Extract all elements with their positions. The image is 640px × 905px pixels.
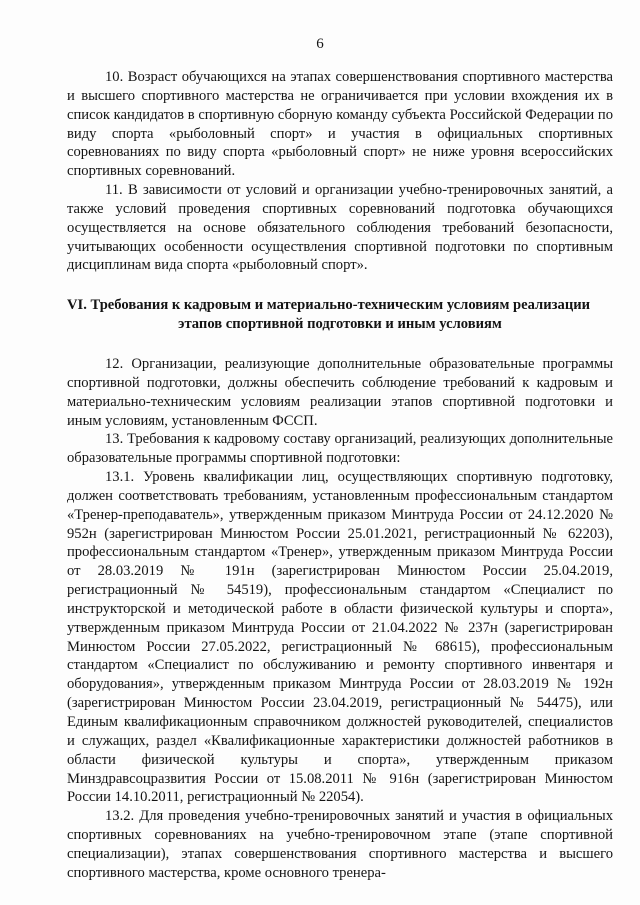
section-heading-line-1: VI. Требования к кадровым и материально-техническим условиям реализации [67,297,591,314]
paragraph-13-2: 13.2. Для проведения учебно-тренировочных занятий и участия в официальных спортивных соревнованиях на учебно-тренировочном этапе (этапе спортивной специализации), этапах совершенствования спортивного мастерства и высшего спортивного мастерства, кроме основного тренера- [67,808,613,881]
document-body [67,68,613,883]
section-heading-line-2: этапов спортивной подготовки и иным условиям [178,316,502,333]
section-heading [67,296,613,334]
paragraph-13: 13. Требования к кадровому составу организаций, реализующих дополнительные образовательные программы спортивной подготовки: [67,431,613,467]
page-number: 6 [316,36,324,52]
paragraph-11: 11. В зависимости от условий и организации учебно-тренировочных занятий, а также условий проведения спортивных соревнований подготовка обучающихся осуществляется на основе обязательного соблюдения требований безопасности, учитывающих особенности осуществления спортивной подготовки по спортивным дисциплинам вида спорта «рыболовный спорт». [67,182,613,274]
paragraph-12: 12. Организации, реализующие дополнительные образовательные программы спортивной подготовки, должны обеспечить соблюдение требований к кадровым и материально-техническим условиям реализации этапов спортивной подготовки и иным условиям, установленным ФССП. [67,355,613,429]
paragraph-10: 10. Возраст обучающихся на этапах совершенствования спортивного мастерства и высшего спортивного мастерства не ограничивается при условии вхождения их в список кандидатов в спортивную сборную команду субъекта Российской Федерации по виду спорта «рыболовный спорт» и участия в официальных спортивных соревнованиях по виду спорта «рыболовный спорт» не ниже уровня всероссийских спортивных соревнований. [67,69,613,180]
paragraph-13-1: 13.1. Уровень квалификации лиц, осуществляющих спортивную подготовку, должен соответствовать требованиям, установленным профессиональным стандартом «Тренер-преподаватель», утвержденным приказом Минтруда России от 24.12.2020 № 952н (зарегистрирован Минюстом России 25.01.2021, регистрационный № 62203), профессиональным стандартом «Тренер», утвержденным приказом Минтруда России от 28.03.2019 № 191н (зарегистрирован Минюстом России 25.04.2019, регистрационный № 54519), профессиональным стандартом «Специалист по инструкторской и методической работе в области физической культуры и спорта», утвержденным приказом Минтруда России от 21.04.2022 № 237н (зарегистрирован Минюстом России 27.05.2022, регистрационный № 68615), профессиональным стандартом «Специалист по обслуживанию и ремонту спортивного инвентаря и оборудования», утвержденным приказом Минтруда России от 28.03.2019 № 192н (зарегистрирован Минюстом России 23.04.2019, регистрационный № 54475), или Единым квалификационным справочником должностей руководителей, специалистов и служащих, раздел «Квалификационные характеристики должностей работников в области физической культуры и спорта», утвержденным приказом Минздравсоцразвития России от 15.08.2011 № 916н (зарегистрирован Минюстом России 14.10.2011, регистрационный № 22054). [67,469,613,806]
